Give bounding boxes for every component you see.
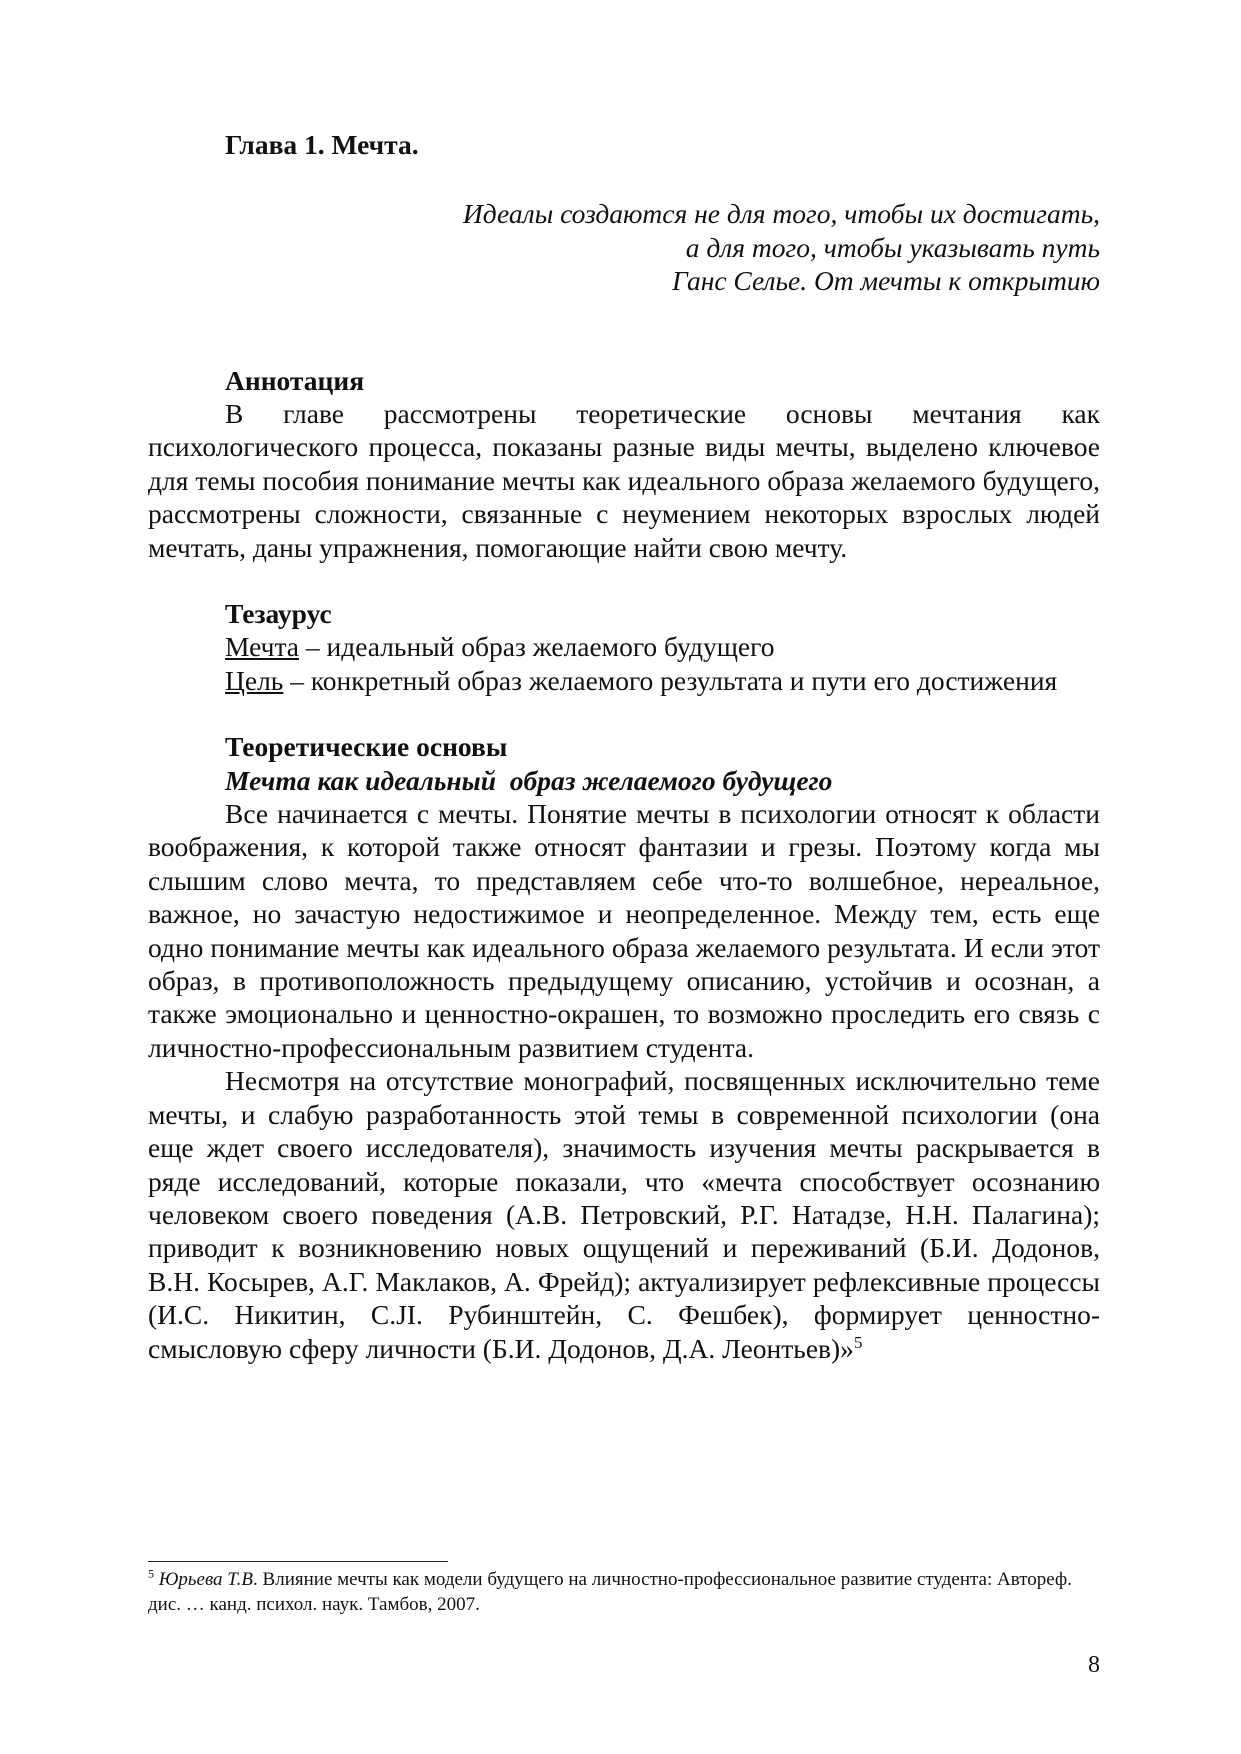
term-goal: Цель [225, 664, 284, 696]
term-dream: Мечта [225, 631, 300, 663]
footnote-divider [148, 1561, 448, 1562]
definition-dream: – идеальный образ желаемого будущего [299, 631, 775, 663]
annotation-text: В главе рассмотрены теоретические основы мечтания как психологического процесса, показаны разные виды мечты, выделено ключевое для темы пособия понимание мечты как идеального образа желаемого будущего, рассмотрены сложности, связанные с неумением некоторых взрослых людей мечтать, даны упражнения, помогающие найти свою мечту. [148, 397, 1100, 563]
epigraph-attribution: Ганс Селье. От мечты к открытию [672, 265, 1100, 297]
annotation-section [148, 364, 1100, 564]
epigraph [148, 197, 1100, 297]
footnote [148, 1568, 1088, 1617]
footnote-author: Юрьева Т.В [158, 1569, 254, 1590]
page-content [148, 128, 1100, 1365]
page-number: 8 [1088, 1652, 1100, 1678]
theory-heading: Теоретические основы [225, 731, 508, 763]
footnote-number: 5 [148, 1566, 154, 1581]
footnote-reference[interactable]: 5 [853, 1332, 863, 1352]
thesaurus-heading: Тезаурус [225, 598, 332, 629]
thesaurus-entry-goal [148, 664, 1100, 697]
theory-subheading: Мечта как идеальный образ желаемого будущего [225, 764, 833, 796]
epigraph-line-2: а для того, чтобы указывать путь [685, 231, 1100, 263]
theory-paragraph-2 [148, 1064, 1100, 1365]
thesaurus-section [148, 597, 1100, 697]
annotation-heading: Аннотация [225, 364, 365, 396]
footnote-text: . Влияние мечты как модели будущего на личностно-профессиональное развитие студента: Автореф. дис. … канд. психол. наук. Тамбов, 2007. [148, 1569, 1072, 1615]
theory-section [148, 730, 1100, 1365]
epigraph-line-1: Идеалы создаются не для того, чтобы их достигать, [462, 198, 1100, 230]
chapter-title: Глава 1. Мечта. [225, 129, 419, 160]
thesaurus-entry-dream [225, 630, 1100, 663]
theory-paragraph-1: Все начинается с мечты. Понятие мечты в психологии относят к области воображения, к которой также относят фантазии и грезы. Поэтому когда мы слышим слово мечта, то представляем себе что-то волшебное, нереальное, важное, но зачастую недостижимое и неопределенное. Между тем, есть еще одно понимание мечты как идеального образа желаемого результата. И если этот образ, в противоположность предыдущему описанию, устойчив и осознан, а также эмоционально и ценностно-окрашен, то возможно проследить его связь с личностно-профессиональным развитием студента. [148, 798, 1100, 1063]
theory-paragraph-2-text: Несмотря на отсутствие монографий, посвященных исключительно теме мечты, и слабую разработанность этой темы в современной психологии (она еще ждет своего исследователя), значимость изучения мечты раскрывается в ряде исследований, которые показали, что «мечта способствует осознанию человеком своего поведения (А.В. Петровский, Р.Г. Натадзе, Н.Н. Палагина); приводит к возникновению новых ощущений и переживаний (Б.И. Додонов, В.Н. Косырев, А.Г. Маклаков, А. Фрейд); актуализирует рефлексивные процессы (И.С. Никитин, С.JI. Рубинштейн, С. Фешбек), формирует ценностно-смысловую сферу личности (Б.И. Додонов, Д.А. Леонтьев)» [148, 1065, 1100, 1364]
definition-goal: – конкретный образ желаемого результата и пути его достижения [283, 664, 1058, 696]
